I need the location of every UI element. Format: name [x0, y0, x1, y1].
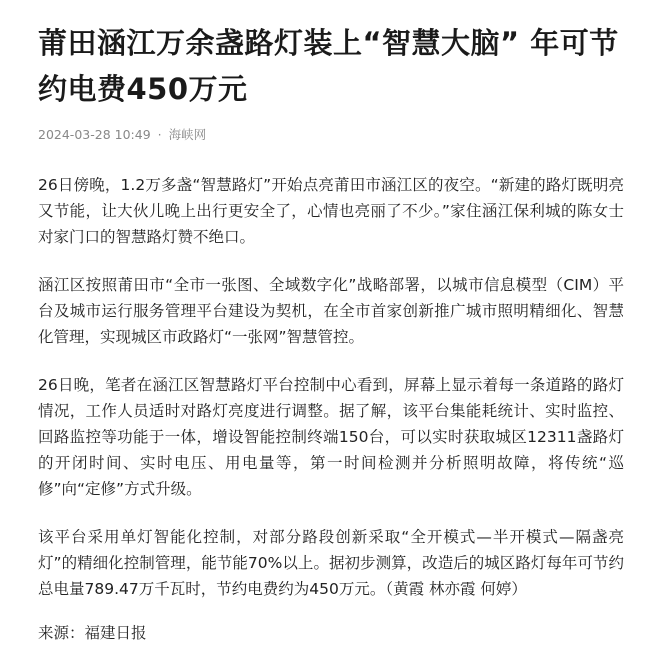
meta-separator: · [157, 127, 162, 142]
paragraph-2: 涵江区按照莆田市“全市一张图、全域数字化”战略部署，以城市信息模型（CIM）平台及城市运行服务管理平台建设为契机，在全市首家创新推广城市照明精细化、智慧化管理，实现城区市政路灯“一张网”智慧管控。 [38, 276, 624, 346]
paragraph-4: 该平台采用单灯智能化控制，对部分路段创新采取“全开模式—半开模式—隔盏亮灯”的精细化控制管理，能节能70%以上。据初步测算，改造后的城区路灯每年可节约总电量789.47万千瓦时，节约电费约为450万元。（黄霞 林亦霞 何婷） [38, 528, 624, 598]
article-body [38, 172, 624, 646]
publisher-link[interactable]: 海峡网 [168, 127, 207, 142]
article-title: 莆田涵江万余盏路灯装上“智慧大脑” 年可节约电费450万元 [38, 26, 619, 106]
paragraph-3: 26日晚，笔者在涵江区智慧路灯平台控制中心看到，屏幕上显示着每一条道路的路灯情况，工作人员适时对路灯亮度进行调整。据了解，该平台集能耗统计、实时监控、回路监控等功能于一体，增设智能控制终端150台，可以实时获取城区12311盏路灯的开闭时间、实时电压、用电量等，第一时间检测并分析照明故障，将传统“巡修”向“定修”方式升级。 [38, 376, 624, 498]
article-meta [38, 126, 624, 144]
publish-date: 2024-03-28 10:49 [38, 127, 151, 142]
paragraph-1: 26日傍晚，1.2万多盏“智慧路灯”开始点亮莆田市涵江区的夜空。“新建的路灯既明亮又节能，让大伙儿晚上出行更安全了，心情也亮丽了不少。”家住涵江保利城的陈女士对家门口的智慧路灯赞不绝口。 [38, 176, 624, 246]
article-source: 来源：福建日报 [38, 624, 147, 642]
